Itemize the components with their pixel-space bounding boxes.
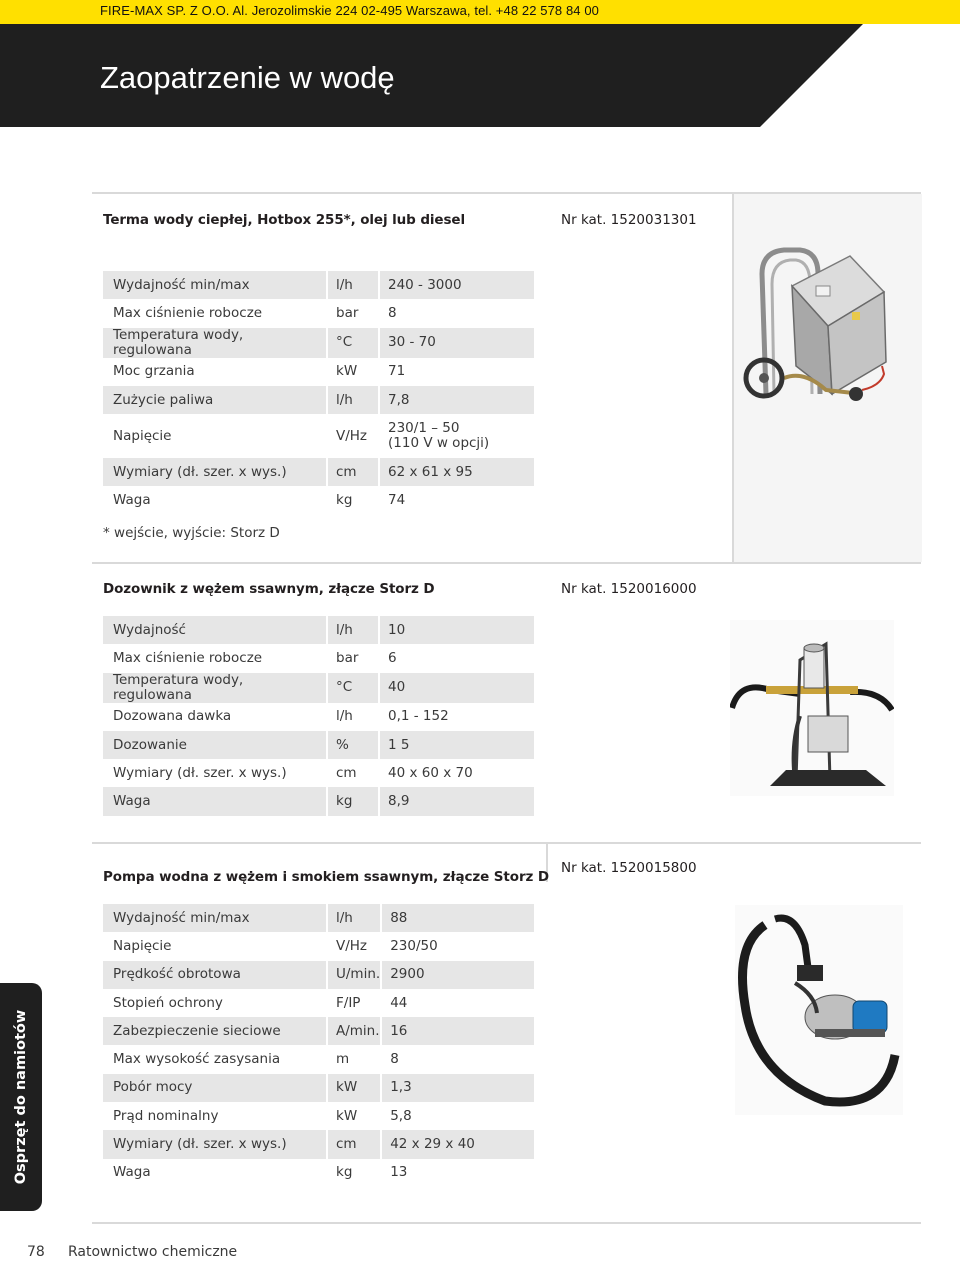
spec-unit: A/min. xyxy=(326,1017,380,1045)
spec-unit: cm xyxy=(326,759,378,787)
section-side-tab xyxy=(0,983,42,1211)
spec-row xyxy=(103,904,534,932)
spec-unit: % xyxy=(326,731,378,759)
spec-value: 40 x 60 x 70 xyxy=(378,759,534,787)
spec-label: Max ciśnienie robocze xyxy=(113,649,263,666)
spec-label: Pobór mocy xyxy=(103,1074,326,1102)
spec-unit: l/h xyxy=(326,904,380,932)
spec-label: Waga xyxy=(113,492,151,509)
spec-row xyxy=(103,616,534,644)
product-image xyxy=(732,194,920,562)
spec-label: Dozowanie xyxy=(103,731,326,759)
spec-label: Wymiary (dł. szer. x wys.) xyxy=(113,764,287,781)
page-header xyxy=(0,0,960,127)
spec-unit: F/IP xyxy=(326,989,380,1017)
spec-unit: kW xyxy=(326,1102,380,1130)
spec-row xyxy=(103,1017,534,1045)
spec-unit: bar xyxy=(326,644,378,672)
spec-label: Wydajność min/max xyxy=(103,904,326,932)
spec-value: 30 - 70 xyxy=(378,328,534,358)
spec-row xyxy=(103,932,534,960)
spec-row xyxy=(103,414,534,458)
spec-label: Max wysokość zasysania xyxy=(113,1051,281,1068)
spec-row xyxy=(103,673,534,703)
spec-label: Wydajność min/max xyxy=(103,271,326,299)
spec-value: 62 x 61 x 95 xyxy=(378,458,534,486)
spec-unit: U/min. xyxy=(326,961,380,989)
spec-value-line: 230/1 – 50 xyxy=(388,420,460,437)
spec-label: Temperatura wody, regulowana xyxy=(103,673,326,703)
footer-section: Ratownictwo chemiczne xyxy=(68,1244,238,1260)
spec-value: 16 xyxy=(380,1017,534,1045)
spec-label: Wymiary (dł. szer. x wys.) xyxy=(103,458,326,486)
spec-value: 1 5 xyxy=(378,731,534,759)
spec-unit: V/Hz xyxy=(326,932,380,960)
spec-value: 8,9 xyxy=(378,787,534,815)
spec-value: 88 xyxy=(380,904,534,932)
spec-row xyxy=(103,787,534,815)
page-number: 78 xyxy=(27,1244,45,1260)
spec-value: 13 xyxy=(380,1159,534,1187)
spec-value xyxy=(378,414,534,458)
spec-unit: l/h xyxy=(326,703,378,731)
spec-unit: l/h xyxy=(326,271,378,299)
spec-label: Wydajność xyxy=(103,616,326,644)
spec-unit: cm xyxy=(326,458,378,486)
spec-value: 8 xyxy=(378,299,534,327)
catalog-number: Nr kat. 1520016000 xyxy=(561,581,697,597)
spec-label: Napięcie xyxy=(113,427,172,444)
company-info: FIRE-MAX SP. Z O.O. Al. Jerozolimskie 224 02-495 Warszawa, tel. +48 22 578 84 00 xyxy=(100,3,599,18)
spec-row xyxy=(103,703,534,731)
spec-unit: cm xyxy=(326,1130,380,1158)
spec-label: Waga xyxy=(113,1164,151,1181)
spec-unit: °C xyxy=(326,328,378,358)
spec-row xyxy=(103,644,534,672)
footnote: * wejście, wyjście: Storz D xyxy=(103,525,280,541)
spec-value: 42 x 29 x 40 xyxy=(380,1130,534,1158)
spec-label: Napięcie xyxy=(113,937,172,954)
product-divider xyxy=(92,562,921,564)
spec-value: 240 - 3000 xyxy=(378,271,534,299)
spec-unit: l/h xyxy=(326,386,378,414)
spec-row xyxy=(103,1130,534,1158)
catalog-number: Nr kat. 1520031301 xyxy=(561,212,697,228)
spec-row xyxy=(103,1074,534,1102)
spec-row xyxy=(103,271,534,299)
spec-unit: kg xyxy=(326,1159,380,1187)
spec-row xyxy=(103,989,534,1017)
spec-label: Zużycie paliwa xyxy=(103,386,326,414)
spec-label: Moc grzania xyxy=(113,363,195,380)
spec-label: Waga xyxy=(103,787,326,815)
spec-row xyxy=(103,1159,534,1187)
spec-table xyxy=(103,616,534,816)
spec-value: 0,1 - 152 xyxy=(378,703,534,731)
spec-row xyxy=(103,961,534,989)
spec-unit: l/h xyxy=(326,616,378,644)
spec-label: Temperatura wody, regulowana xyxy=(103,328,326,358)
spec-unit: kg xyxy=(326,486,378,514)
spec-unit: kg xyxy=(326,787,378,815)
spec-value: 8 xyxy=(380,1045,534,1073)
water-pump-with-hose-icon xyxy=(735,905,903,1115)
spec-row xyxy=(103,759,534,787)
page-title: Zaopatrzenie w wodę xyxy=(100,60,395,95)
product-name: Dozownik z wężem ssawnym, złącze Storz D xyxy=(103,581,435,597)
spec-label: Wymiary (dł. szer. x wys.) xyxy=(103,1130,326,1158)
spec-label: Prąd nominalny xyxy=(113,1107,219,1124)
spec-label: Zabezpieczenie sieciowe xyxy=(103,1017,326,1045)
spec-value: 5,8 xyxy=(380,1102,534,1130)
spec-value-line: (110 V w opcji) xyxy=(388,435,490,452)
spec-row xyxy=(103,731,534,759)
product-name: Terma wody ciepłej, Hotbox 255*, olej lub diesel xyxy=(103,212,465,228)
doser-with-hose-icon xyxy=(730,620,894,796)
product-divider xyxy=(92,1222,921,1224)
catalog-number: Nr kat. 1520015800 xyxy=(561,860,697,876)
spec-label: Max ciśnienie robocze xyxy=(113,304,263,321)
spec-value: 1,3 xyxy=(380,1074,534,1102)
spec-value: 40 xyxy=(378,673,534,703)
spec-value: 7,8 xyxy=(378,386,534,414)
spec-label: Stopień ochrony xyxy=(113,994,223,1011)
product-image xyxy=(735,905,903,1115)
spec-value: 71 xyxy=(378,358,534,386)
spec-value: 74 xyxy=(378,486,534,514)
spec-unit: V/Hz xyxy=(326,414,378,458)
spec-unit: m xyxy=(326,1045,380,1073)
spec-value: 10 xyxy=(378,616,534,644)
spec-label: Dozowana dawka xyxy=(113,708,232,725)
spec-row xyxy=(103,1102,534,1130)
spec-row xyxy=(103,328,534,358)
product-image xyxy=(730,620,894,796)
spec-label: Prędkość obrotowa xyxy=(103,961,326,989)
spec-value: 2900 xyxy=(380,961,534,989)
spec-row xyxy=(103,358,534,386)
spec-value: 44 xyxy=(380,989,534,1017)
spec-unit: bar xyxy=(326,299,378,327)
spec-table xyxy=(103,904,534,1187)
spec-table xyxy=(103,271,534,515)
spec-row xyxy=(103,486,534,514)
spec-unit: kW xyxy=(326,1074,380,1102)
spec-value: 230/50 xyxy=(380,932,534,960)
side-tab-label: Osprzęt do namiotów xyxy=(13,1009,29,1185)
product-name: Pompa wodna z wężem i smokiem ssawnym, złącze Storz D xyxy=(103,869,549,885)
spec-unit: kW xyxy=(326,358,378,386)
spec-row xyxy=(103,458,534,486)
spec-row xyxy=(103,1045,534,1073)
spec-row xyxy=(103,299,534,327)
spec-value: 6 xyxy=(378,644,534,672)
hot-water-heater-cart-icon xyxy=(734,194,922,562)
spec-unit: °C xyxy=(326,673,378,703)
spec-row xyxy=(103,386,534,414)
